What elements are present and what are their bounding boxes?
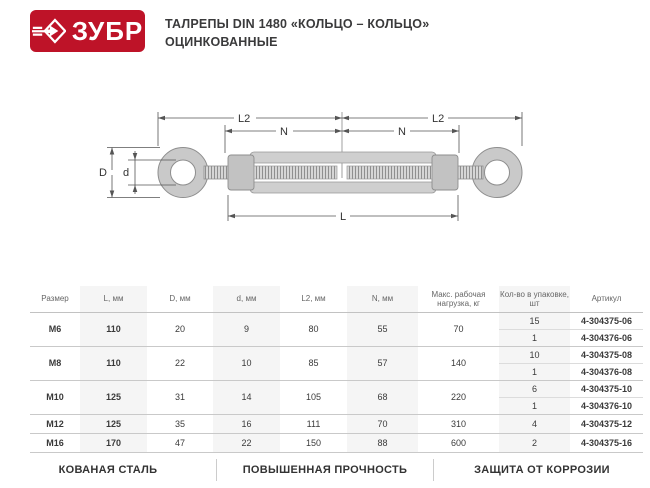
article-cell: 4-304375-12 [570, 414, 643, 433]
article-cell: 4-304376-08 [580, 366, 633, 377]
dim-label-n-left: N [280, 126, 288, 138]
left-eye-ring [158, 148, 208, 198]
dim-label-d: d [123, 167, 130, 179]
page-title [165, 15, 429, 51]
article-cell: 4-304375-16 [570, 433, 643, 452]
length-cell: 110 [106, 324, 121, 334]
L2-cell: 105 [280, 380, 347, 414]
size-cell: М8 [30, 346, 80, 380]
dim-label-n-right: N [398, 126, 406, 138]
D-cell: 35 [147, 414, 213, 433]
load-cell: 70 [453, 324, 464, 334]
logo-wordmark: ЗУБР [71, 16, 144, 46]
col-header-2: D, мм [147, 286, 213, 312]
dim-label-l2-left: L2 [238, 113, 251, 125]
spec-table-header-row [30, 286, 643, 312]
L2-cell: 80 [308, 324, 319, 334]
col-header-6: Макс. рабочая нагрузка, кг [418, 286, 499, 312]
dim-label-L: L [340, 211, 347, 223]
D-cell: 20 [174, 324, 185, 334]
col-header-0: Размер [30, 286, 80, 312]
table-row [30, 380, 643, 397]
N-cell: 68 [347, 380, 418, 414]
L2-cell: 111 [280, 414, 347, 433]
D-cell: 22 [147, 346, 213, 380]
table-row [30, 414, 643, 433]
zubr-arrow-icon [32, 16, 66, 46]
qty-cell: 1 [531, 400, 537, 411]
length-cell: 110 [80, 346, 147, 380]
D-cell: 47 [147, 433, 213, 452]
L2-cell: 85 [280, 346, 347, 380]
article-cell: 4-304375-08 [570, 346, 643, 363]
N-cell: 55 [377, 324, 388, 334]
features-bar [0, 452, 650, 488]
d-cell: 22 [213, 433, 280, 452]
col-header-8: Артикул [570, 286, 643, 312]
article-cell: 4-304375-10 [570, 380, 643, 397]
load-cell: 600 [418, 433, 499, 452]
col-header-7: Кол-во в упаковке, шт [499, 286, 570, 312]
N-cell: 57 [347, 346, 418, 380]
D-cell: 31 [147, 380, 213, 414]
feature-forged-steel: КОВАНАЯ СТАЛЬ [58, 464, 158, 476]
col-header-4: L2, мм [280, 286, 347, 312]
d-cell: 16 [213, 414, 280, 433]
load-cell: 140 [418, 346, 499, 380]
turnbuckle-technical-drawing [0, 70, 650, 240]
size-cell: М10 [30, 380, 80, 414]
table-row [30, 433, 643, 452]
feature-high-strength: ПОВЫШЕННАЯ ПРОЧНОСТЬ [242, 464, 408, 476]
zubr-logo [30, 10, 145, 52]
feature-corrosion-proof: ЗАЩИТА ОТ КОРРОЗИИ [474, 464, 610, 476]
length-cell: 125 [80, 380, 147, 414]
col-header-5: N, мм [347, 286, 418, 312]
qty-cell: 1 [531, 332, 537, 343]
right-threaded-rod [347, 166, 432, 179]
col-header-3: d, мм [213, 286, 280, 312]
qty-cell: 6 [499, 380, 570, 397]
article-cell: 4-304376-10 [580, 400, 633, 411]
spec-table-body [30, 312, 643, 452]
col-header-1: L, мм [80, 286, 147, 312]
L2-cell: 150 [280, 433, 347, 452]
d-cell: 10 [213, 346, 280, 380]
qty-cell: 10 [499, 346, 570, 363]
size-cell: М12 [30, 414, 80, 433]
table-row [30, 346, 643, 363]
dim-label-D: D [99, 167, 107, 179]
left-shank [204, 166, 231, 179]
length-cell: 170 [80, 433, 147, 452]
d-cell: 9 [243, 324, 249, 334]
dim-label-l2-right: L2 [432, 113, 445, 125]
size-cell: М6 [48, 324, 62, 334]
qty-cell: 2 [499, 433, 570, 452]
N-cell: 88 [347, 433, 418, 452]
table-row [30, 312, 643, 329]
spec-table [30, 286, 643, 453]
d-cell: 14 [213, 380, 280, 414]
qty-cell: 4 [499, 414, 570, 433]
title-line-1: ТАЛРЕПЫ DIN 1480 «КОЛЬЦО – КОЛЬЦО» [165, 17, 430, 31]
title-line-2: ОЦИНКОВАННЫЕ [165, 35, 278, 49]
size-cell: М16 [30, 433, 80, 452]
length-cell: 125 [80, 414, 147, 433]
article-cell: 4-304376-06 [580, 332, 633, 343]
load-cell: 310 [418, 414, 499, 433]
qty-cell: 1 [531, 366, 537, 377]
right-shank [456, 166, 483, 179]
N-cell: 70 [347, 414, 418, 433]
qty-cell: 15 [499, 312, 570, 329]
left-threaded-rod [254, 166, 337, 179]
article-cell: 4-304375-06 [570, 312, 643, 329]
load-cell: 220 [418, 380, 499, 414]
